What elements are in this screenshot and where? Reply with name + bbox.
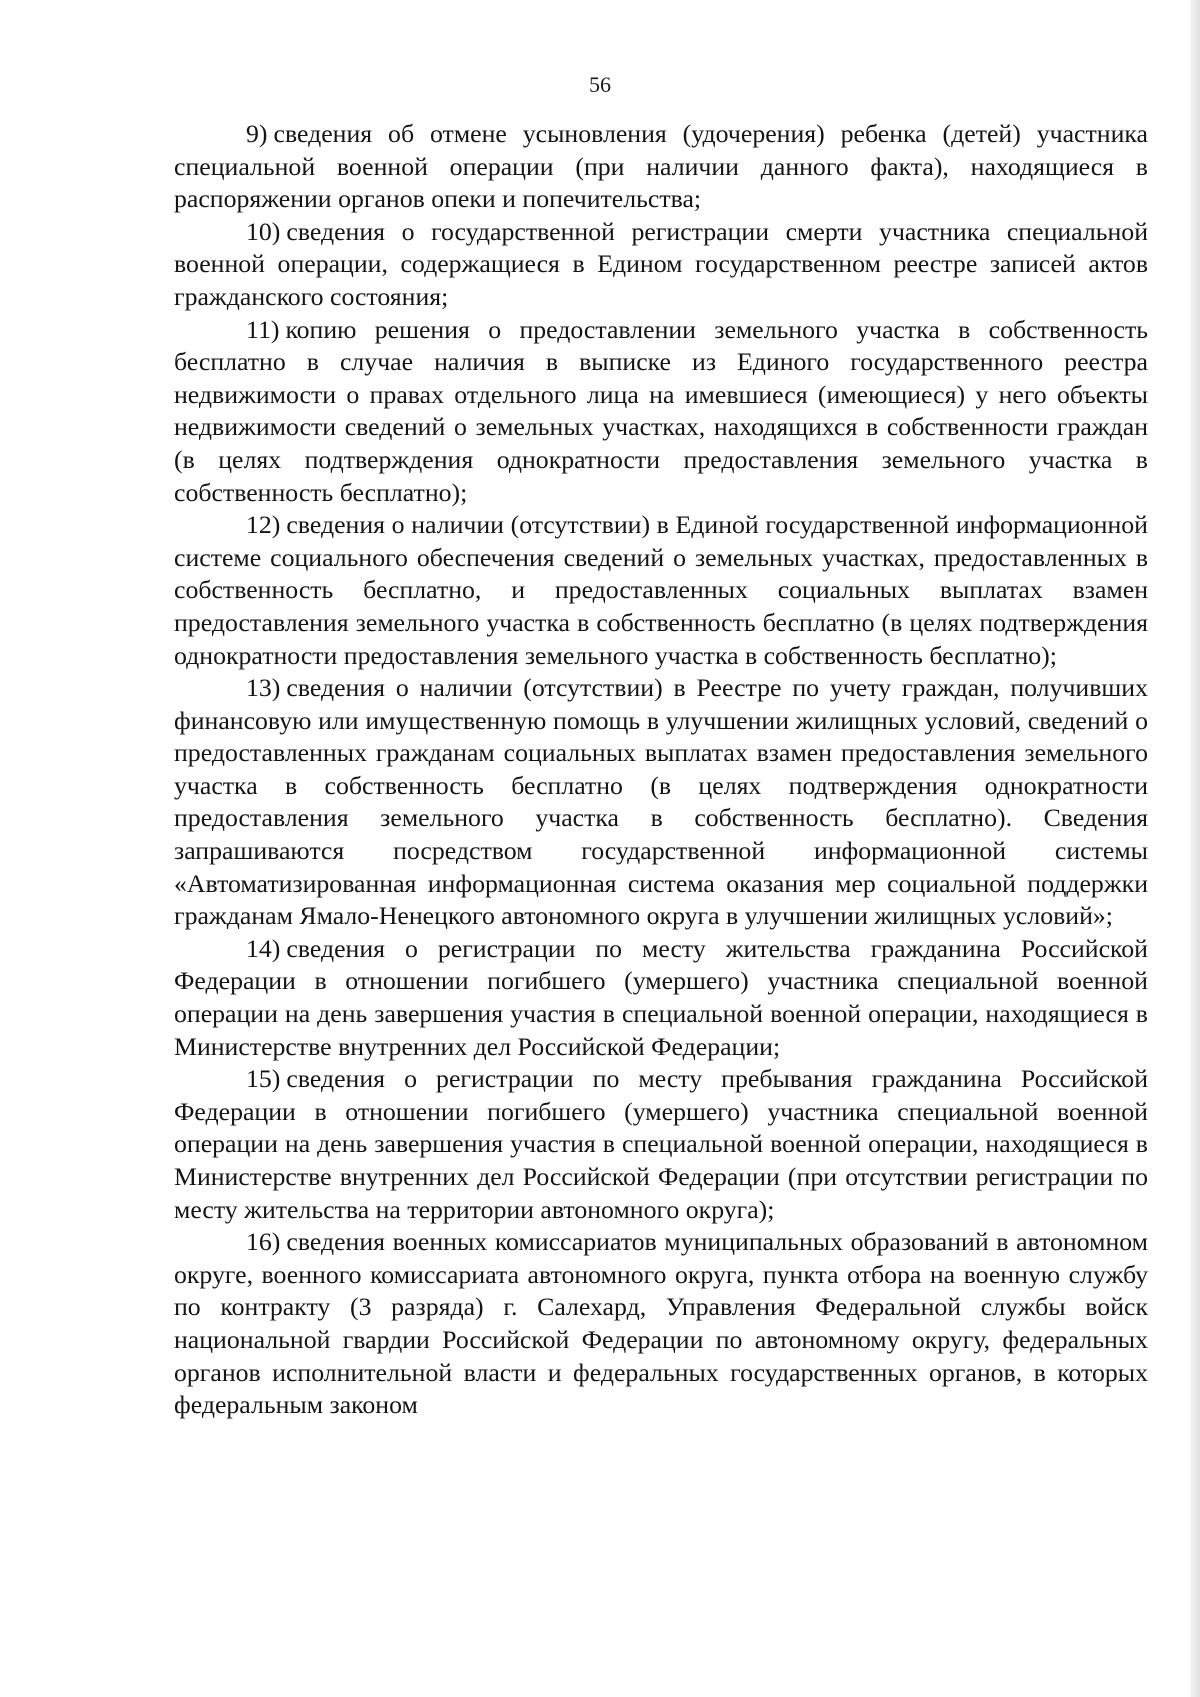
list-item-11 xyxy=(174,314,1148,510)
item-text: сведения о наличии (отсутствии) в Единой государственной информационной системе социального обеспечения сведений о земельных участках, предоставленных в собственность бесплатно, и предоставленных социальных выплатах взамен предоставления земельного участка в собственность бесплатно (в целях подтверждения однократности предоставления земельного участка в собственность бесплатно); xyxy=(174,510,1148,670)
item-text: сведения о регистрации по месту пребывания гражданина Российской Федерации в отношении погибшего (умершего) участника специальной военной операции на день завершения участия в специальной военной операции, находящиеся в Министерстве внутренних дел Российской Федерации (при отсутствии регистрации по месту жительства на территории автономного округа); xyxy=(174,1064,1148,1224)
item-number: 10) xyxy=(246,216,281,246)
item-number: 16) xyxy=(246,1227,281,1257)
list-item-10 xyxy=(174,216,1148,314)
item-number: 13) xyxy=(246,673,281,703)
item-number: 11) xyxy=(246,314,280,344)
item-text: сведения о регистрации по месту жительства гражданина Российской Федерации в отношении погибшего (умершего) участника специальной военной операции на день завершения участия в специальной военной операции, находящиеся в Министерстве внутренних дел Российской Федерации; xyxy=(174,933,1148,1061)
item-number: 9) xyxy=(246,119,268,148)
item-text: сведения о наличии (отсутствии) в Реестре по учету граждан, получивших финансовую или имущественную помощь в улучшении жилищных условий, сведений о предоставленных гражданам социальных выплатах взамен предоставления земельного участка в собственность бесплатно (в целях подтверждения однократности предоставления земельного участка в собственность бесплатно). Сведения запрашиваются посредством государственной информационной системы «Автоматизированная информационная система оказания мер социальной поддержки гражданам Ямало-Ненецкого автономного округа в улучшении жилищных условий»; xyxy=(174,673,1148,931)
item-number: 15) xyxy=(246,1064,281,1094)
list-item-13 xyxy=(174,672,1148,933)
list-item-14 xyxy=(174,933,1148,1063)
item-number: 12) xyxy=(246,510,281,540)
document-body xyxy=(174,118,1148,1422)
list-item-15 xyxy=(174,1063,1148,1226)
item-number: 14) xyxy=(246,933,281,963)
list-item-9 xyxy=(174,118,1148,216)
item-text: сведения о государственной регистрации смерти участника специальной военной операции, содержащиеся в Едином государственном реестре записей актов гражданского состояния; xyxy=(174,216,1148,311)
item-text: копию решения о предоставлении земельного участка в собственность бесплатно в случае наличия в выписке из Единого государственного реестра недвижимости о правах отдельного лица на имевшиеся (имеющиеся) у него объекты недвижимости сведений о земельных участках, находящихся в собственности граждан (в целях подтверждения однократности предоставления земельного участка в собственность бесплатно); xyxy=(174,314,1148,507)
item-text: сведения об отмене усыновления (удочерения) ребенка (детей) участника специальной военной операции (при наличии данного факта), находящиеся в распоряжении органов опеки и попечительства; xyxy=(174,119,1148,214)
list-item-12 xyxy=(174,509,1148,672)
page-number: 56 xyxy=(589,72,611,97)
scan-edge xyxy=(1190,0,1200,1697)
item-text: сведения военных комиссариатов муниципальных образований в автономном округе, военного комиссариата автономного округа, пункта отбора на военную службу по контракту (3 разряда) г. Салехард, Управления Федеральной службы войск национальной гвардии Российской Федерации по автономному округу, федеральных органов исполнительной власти и федеральных государственных органов, в которых федеральным законом xyxy=(174,1227,1148,1420)
list-item-16 xyxy=(174,1226,1148,1422)
